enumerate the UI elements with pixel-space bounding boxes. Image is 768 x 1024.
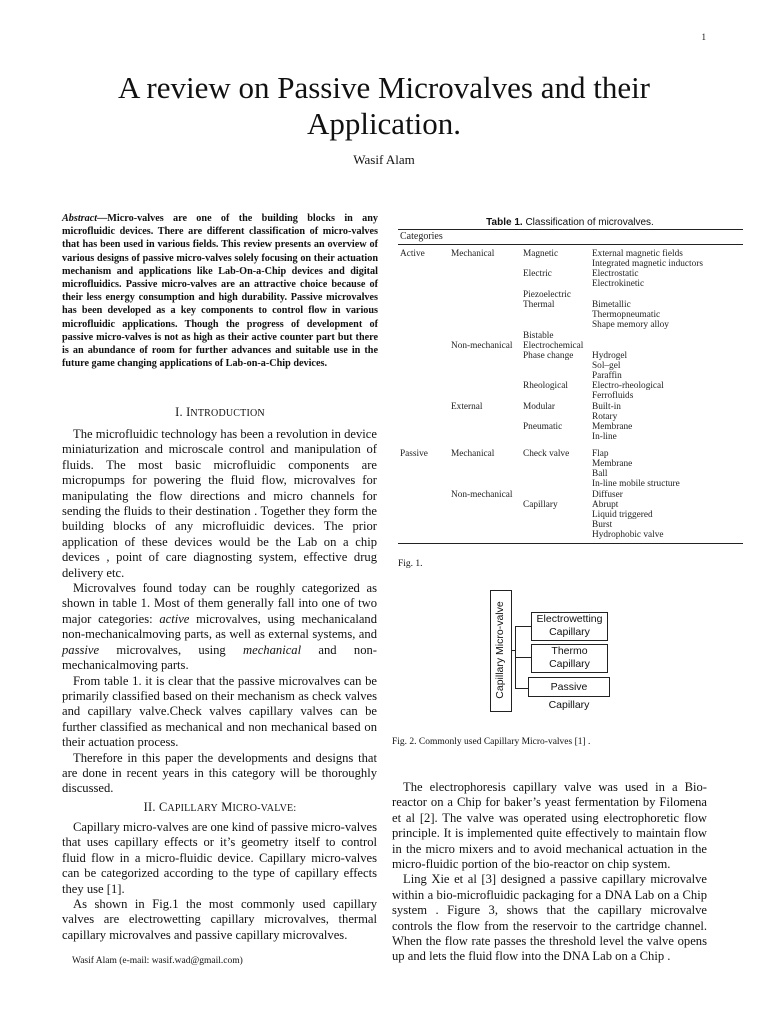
table-cell: Membrane [592, 422, 633, 432]
section-number: I. [175, 405, 183, 419]
right-paragraph-2: Ling Xie et al [3] designed a passive capillary microvalve within a bio-microfluidic packaging for a DNA Lab on a Chip system . Figure 3, shows that the capillary microvalve controls the flow from the reservoir to the cartridge channel. When the flow rate passes the threshold level the valve opens up and lets the fluid flow into the DNA Lab on a Chip . [392, 872, 707, 964]
capillary-body [62, 820, 377, 943]
table-cell: Electrokinetic [592, 279, 645, 289]
table-cell: Magnetic [523, 249, 559, 259]
table-cell: Mechanical [451, 249, 495, 259]
table-cell: Check valve [523, 449, 570, 459]
section-title-rest: NTRODUCTION [190, 408, 265, 419]
connector [515, 626, 531, 627]
table-cell: Flap [592, 449, 609, 459]
capillary-paragraph-2: As shown in Fig.1 the most commonly used capillary valves are electrowetting capillary microvalves, thermal capillary microvalves and passive capillary microvalves. [62, 897, 377, 942]
table-cell: Ball [592, 469, 608, 479]
table-cell: Abrupt [592, 500, 619, 510]
diagram-box-electrowetting: Electrowetting Capillary [531, 612, 608, 641]
connector [515, 657, 531, 658]
figure1-caption: Fig. 1. [398, 559, 423, 569]
table-cell: Thermopneumatic [592, 310, 661, 320]
table-caption: Table 1. Classification of microvalves. [486, 217, 654, 228]
introduction-body [62, 427, 377, 797]
table-cell: Liquid triggered [592, 510, 653, 520]
table-cell: Diffuser [592, 490, 623, 500]
intro-paragraph-4: Therefore in this paper the developments and designs that are done in recent years in this category will be thoroughly discussed. [62, 750, 377, 796]
right-paragraph-1: The electrophoresis capillary valve was used in a Bio-reactor on a Chip for baker’s yeast fermentation by Filomena et al [2]. The valve was operated using electrophoretic flow principle. It is implemented quite effectively to maintain flow in the micro mixers and to avoid mechanical actuation in the micro-fluidic portion of the bio-reactor on chip system. [392, 780, 707, 872]
intro-paragraph-3: From table 1. it is clear that the passive microvalves can be primarily classified based on their mechanism as check valves and capillary valve.Check valves capillary valves can be further classified as mechanical and non mechanical based on their actuation process. [62, 673, 377, 750]
table-cell: Ferrofluids [592, 391, 634, 401]
table-cell: In-line mobile structure [592, 479, 680, 489]
table-cell: Hydrophobic valve [592, 530, 664, 540]
section-heading-capillary: II. CAPILLARY MICRO-VALVE: [143, 800, 297, 814]
table-cell: Integrated magnetic inductors [592, 259, 704, 269]
table-cell: Shape memory alloy [592, 320, 669, 330]
table-cell: Bistable [523, 331, 554, 341]
table-cell: Membrane [592, 459, 633, 469]
abstract [62, 212, 378, 370]
table-rule-bottom [398, 543, 743, 544]
paper-title-line2: Application. [306, 106, 462, 141]
figure2-caption: Fig. 2. Commonly used Capillary Micro-valves [1] . [392, 737, 591, 747]
right-column-body [392, 780, 707, 965]
section-title-first: I [186, 405, 191, 419]
intro-paragraph-1: The microfluidic technology has been a revolution in device miniaturization and microscale control and manipulation of fluids. The most basic microfluidic components are micropumps for powering the fluid flow, microvalves for manipulating the flow directions and micro channels for sending the fluids to their destination . Together they form the building blocks of any microfluidic devices. The prior application of these devices would be the Lab on a chip devices , point of care diagnosting system, effective drug delivery etc. [62, 427, 377, 580]
table-cell: Passive [400, 449, 428, 459]
table-cell: Electrochemical [523, 341, 584, 351]
paper-title-line1: A review on Passive Microvalves and their [117, 70, 651, 105]
table-cell: In-line [592, 432, 617, 442]
table-cell: Burst [592, 520, 613, 530]
table-cell: Sol–gel [592, 361, 621, 371]
table-header: Categories [400, 231, 443, 242]
table-cell: Piezoelectric [523, 290, 572, 300]
table-rule-header [398, 244, 743, 245]
intro-paragraph-2: Microvalves found today can be roughly categorized as shown in table 1. Most of them generally fall into one of two major categories: active microvalves, using mechanicaland non-mechanicalmoving parts, as well as external systems, and passive microvalves, using mechanical and non-mechanicalmoving parts. [62, 581, 378, 673]
paper-title [0, 70, 768, 142]
table-cell: Non-mechanical [451, 341, 513, 351]
abstract-lead: Abstract [62, 213, 98, 224]
table-cell: Bimetallic [592, 300, 631, 310]
page-number: 1 [701, 32, 706, 42]
table-cell: Electro-rheological [592, 381, 664, 391]
table-cell: Thermal [523, 300, 555, 310]
section-heading-introduction [62, 405, 378, 420]
table-cell: Non-mechanical [451, 490, 513, 500]
diagram-main-label: Capillary Micro-valve [494, 601, 506, 699]
table-cell: Mechanical [451, 449, 495, 459]
table-cell: Built-in [592, 402, 621, 412]
table-cell: Pneumatic [523, 422, 563, 432]
table-cell: Rheological [523, 381, 568, 391]
table-cell: Active [400, 249, 425, 259]
table-cell: Paraffin [592, 371, 622, 381]
table-cell: External magnetic fields [592, 249, 683, 259]
table-cell: Capillary [523, 500, 558, 510]
diagram-box-thermo: Thermo Capillary [531, 644, 608, 673]
section-number: II. [143, 800, 156, 814]
table-cell: Hydrogel [592, 351, 628, 361]
table-rule-top [398, 229, 743, 230]
table-cell: Modular [523, 402, 556, 412]
connector [515, 688, 528, 689]
capillary-paragraph-1: Capillary micro-valves are one kind of passive micro-valves that uses capillary effects or it’s geometry itself to control fluid flow in a micro-fluidic device. Capillary micro-valves can be categorized according to the type of capillary effects they use [1]. [62, 820, 377, 896]
table-cell: External [451, 402, 483, 412]
table-cell: Rotary [592, 412, 618, 422]
table-cell: Phase change [523, 351, 574, 361]
paper-author: Wasif Alam [353, 152, 415, 167]
footnote: Wasif Alam (e-mail: wasif.wad@gmail.com) [72, 956, 243, 966]
table-cell: Electric [523, 269, 552, 279]
abstract-text: —Micro-valves are one of the building blocks in any microfluidic devices. There are different classification of micro-valves that has been used in various fields. This review presents an overview of various designs of passive micro-valves solely focusing on their actuation mechanism and applications like Lab-On-a-Chip devices and digital microfluidics. Passive micro-valves are an attractive choice because of their less energy consumption and high durability. Passive microvalves has been developed as a key components to control flow in various microfluidic applications. Though the progress of development of passive micro-valves is not as high as their active counter part but there is an abundance of room for further advances and suitable use in the future game changing applications of Lab-on-a-Chip devices. [62, 213, 378, 370]
diagram-box-passive: Passive Capillary [528, 677, 610, 697]
table-cell: Electrostatic [592, 269, 639, 279]
